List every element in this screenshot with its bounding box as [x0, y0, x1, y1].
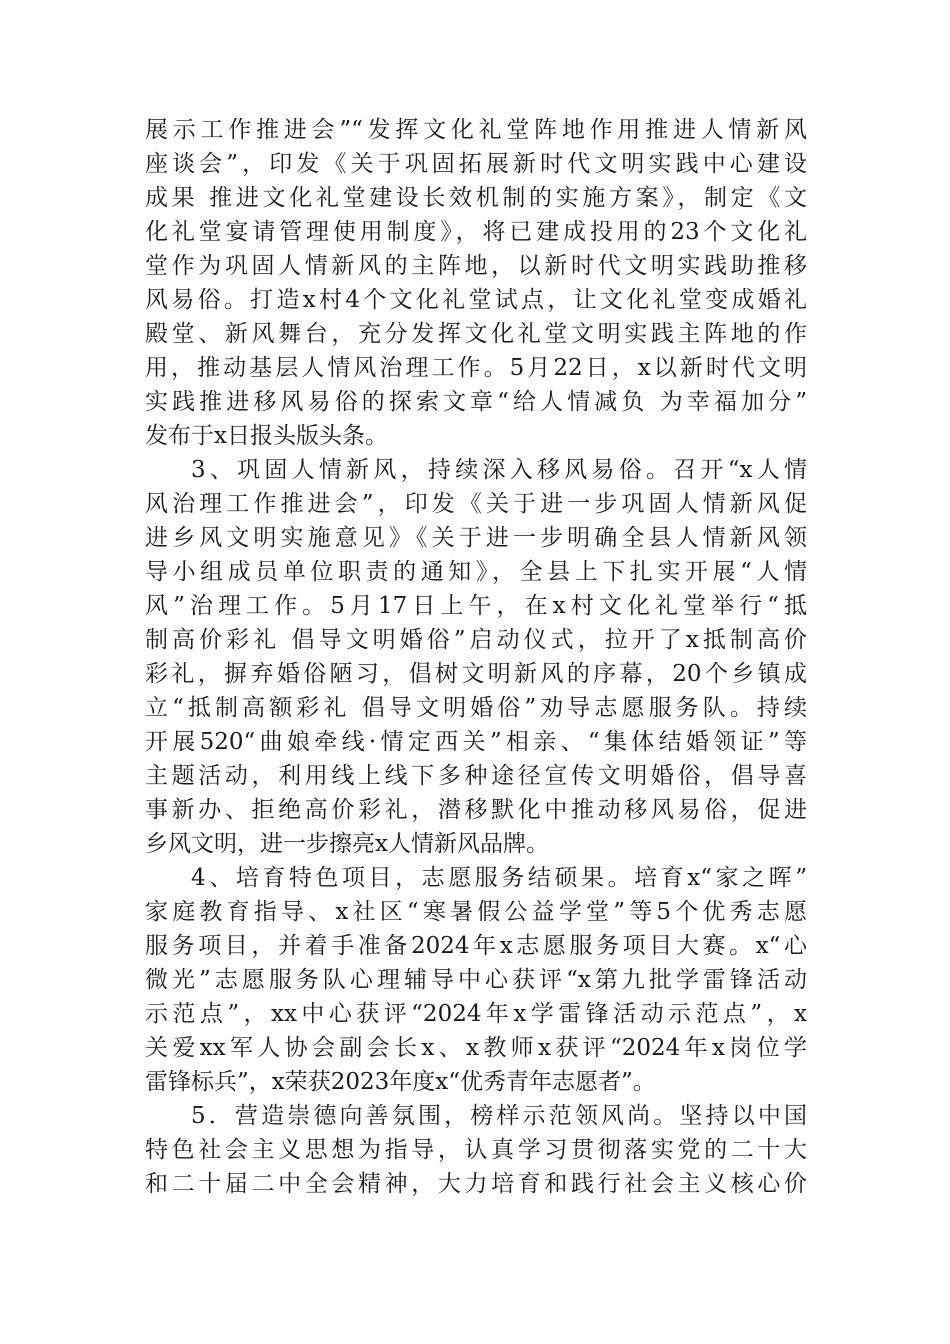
- text-line: 风易俗。打造x村4个文化礼堂试点，让文化礼堂变成婚礼: [145, 287, 807, 313]
- paragraph-3-first-line: 3、巩固人情新风，持续深入移风易俗。召开“x人情: [191, 457, 807, 483]
- text-line: 展示工作推进会”“发挥文化礼堂阵地作用推进人情新风: [145, 117, 807, 143]
- text-line: 服务项目，并着手准备2024年x志愿服务项目大赛。x“心: [145, 933, 807, 959]
- paragraph-4-first-line: 4、培育特色项目，志愿服务结硕果。培育x“家之晖”: [191, 865, 807, 891]
- text-line: 家庭教育指导、x社区“寒暑假公益学堂”等5个优秀志愿: [145, 899, 807, 925]
- text-line: 制高价彩礼 倡导文明婚俗”启动仪式，拉开了x抵制高价: [145, 627, 807, 653]
- body-text: [145, 113, 807, 1201]
- text-line: 示范点”，xx中心获评“2024年x学雷锋活动示范点”，x: [145, 1001, 807, 1027]
- text-line: 雷锋标兵”，x荣获2023年度x“优秀青年志愿者”。: [145, 1069, 656, 1095]
- text-line: 开展520“曲娘牵线·情定西关”相亲、“集体结婚领证”等: [145, 729, 807, 755]
- text-line: 立“抵制高额彩礼 倡导文明婚俗”劝导志愿服务队。持续: [145, 695, 807, 721]
- text-line: 彩礼，摒弃婚俗陋习，倡树文明新风的序幕，20个乡镇成: [145, 661, 807, 687]
- text-line: 化礼堂宴请管理使用制度》，将已建成投用的23个文化礼: [145, 219, 807, 245]
- paragraph-5-first-line: 5．营造崇德向善氛围，榜样示范领风尚。坚持以中国: [191, 1103, 807, 1129]
- text-line: 和二十届二中全会精神，大力培育和践行社会主义核心价: [145, 1171, 807, 1197]
- text-line: 事新办、拒绝高价彩礼，潜移默化中推动移风易俗，促进: [145, 797, 807, 823]
- text-line: 堂作为巩固人情新风的主阵地，以新时代文明实践助推移: [145, 253, 807, 279]
- text-line: 用，推动基层人情风治理工作。5月22日，x以新时代文明: [145, 355, 807, 381]
- text-line: 风”治理工作。5月17日上午，在x村文化礼堂举行“抵: [145, 593, 807, 619]
- text-line: 主题活动，利用线上线下多种途径宣传文明婚俗，倡导喜: [145, 763, 807, 789]
- text-line: 殿堂、新风舞台，充分发挥文化礼堂文明实践主阵地的作: [145, 321, 807, 347]
- text-line: 实践推进移风易俗的探索文章“给人情减负 为幸福加分”: [145, 389, 807, 415]
- text-line: 座谈会”，印发《关于巩固拓展新时代文明实践中心建设: [145, 151, 807, 177]
- text-line: 导小组成员单位职责的通知》，全县上下扎实开展“人情: [145, 559, 807, 585]
- text-line: 进乡风文明实施意见》《关于进一步明确全县人情新风领: [145, 525, 807, 551]
- text-line: 微光”志愿服务队心理辅导中心获评“x第九批学雷锋活动: [145, 967, 807, 993]
- text-line: 特色社会主义思想为指导，认真学习贯彻落实党的二十大: [145, 1137, 807, 1163]
- text-line: 成果 推进文化礼堂建设长效机制的实施方案》，制定《文: [145, 185, 807, 211]
- text-line: 关爱xx军人协会副会长x、x教师x获评“2024年x岗位学: [145, 1035, 807, 1061]
- text-line: 发布于x日报头版头条。: [145, 423, 388, 449]
- text-line: 风治理工作推进会”，印发《关于进一步巩固人情新风促: [145, 491, 807, 517]
- text-line: 乡风文明，进一步擦亮x人情新风品牌。: [145, 831, 549, 857]
